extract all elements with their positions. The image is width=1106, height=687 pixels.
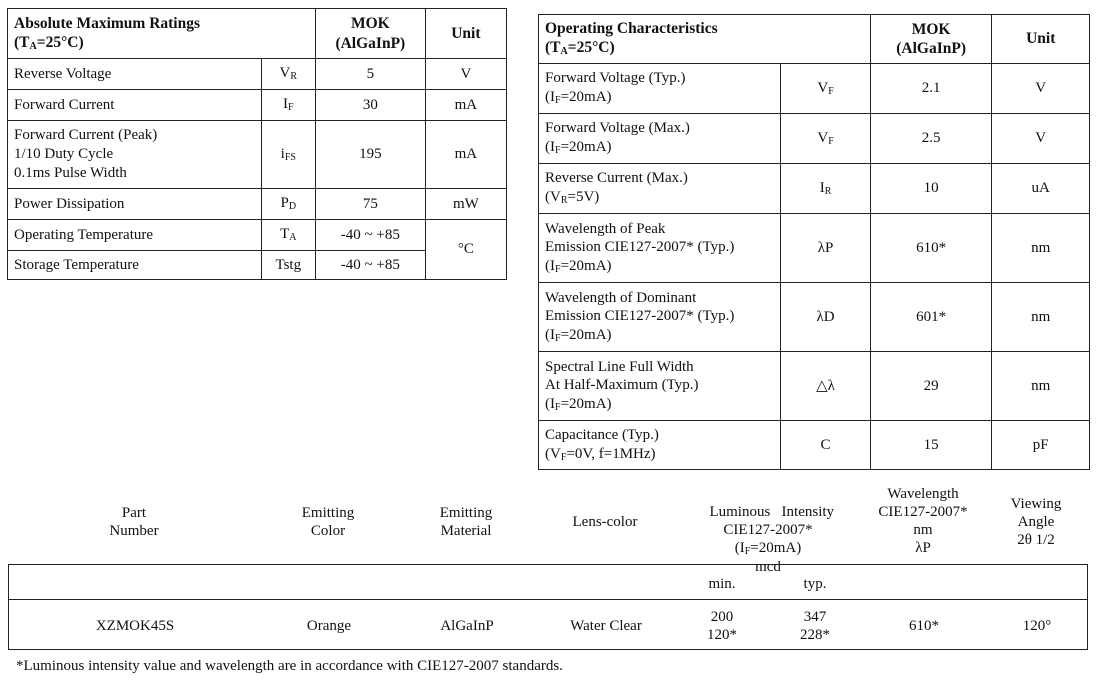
symbol: $V_F$ bbox=[781, 64, 870, 114]
symbol: $i_{FS}$ bbox=[261, 121, 315, 189]
wavelength-header: Wavelength CIE127-2007* nm λP bbox=[878, 486, 968, 556]
table-row bbox=[8, 121, 507, 189]
typ-label: typ. bbox=[803, 576, 827, 592]
luminous-typ: 347 228* bbox=[800, 609, 830, 643]
param-label: Wavelength of Peak Emission CIE127-2007* (Typ.) $(I_F=20mA)$ bbox=[539, 214, 781, 283]
unit: V bbox=[425, 59, 506, 90]
param-label: Reverse Voltage bbox=[8, 59, 262, 90]
oc-condition: $(T_A=25^\circ C)$ bbox=[545, 39, 615, 58]
footnote: *Luminous intensity value and wavelength are in accordance with CIE127-2007 standards. bbox=[16, 658, 563, 674]
value: 15 bbox=[870, 421, 992, 470]
unit: mA bbox=[425, 90, 506, 121]
value: -40 ~ +85 bbox=[315, 220, 425, 251]
value: 610* bbox=[870, 214, 992, 283]
param-label: Forward Current bbox=[8, 90, 262, 121]
table-row bbox=[539, 164, 1090, 214]
value: -40 ~ +85 bbox=[315, 251, 425, 280]
amr-unit-header: Unit bbox=[425, 9, 506, 59]
table-row bbox=[539, 214, 1090, 283]
table-row bbox=[539, 283, 1090, 352]
table-row bbox=[539, 421, 1090, 470]
unit: pF bbox=[992, 421, 1090, 470]
unit: mA bbox=[425, 121, 506, 189]
symbol: $V_F$ bbox=[781, 114, 870, 164]
emitting-color-header: Emitting Color bbox=[301, 505, 355, 539]
symbol: λD bbox=[781, 283, 870, 352]
oc-mok-header: MOK (AlGaInP) bbox=[870, 15, 992, 64]
value: 29 bbox=[870, 352, 992, 421]
part-number-header: Part Number bbox=[109, 505, 159, 539]
min-label: min. bbox=[708, 576, 736, 592]
unit: uA bbox=[992, 164, 1090, 214]
absolute-max-ratings-table bbox=[7, 8, 507, 280]
operating-characteristics-table bbox=[538, 14, 1090, 470]
symbol: $T_A$ bbox=[261, 220, 315, 251]
viewing-angle-header: Viewing Angle 2θ 1/2 bbox=[1010, 496, 1062, 548]
table-row bbox=[8, 59, 507, 90]
value: 2.1 bbox=[870, 64, 992, 114]
symbol: $I_R$ bbox=[781, 164, 870, 214]
oc-title: Operating Characteristics bbox=[545, 20, 718, 38]
part-number: XZMOK45S bbox=[95, 618, 175, 634]
table-row bbox=[539, 64, 1090, 114]
table-row bbox=[539, 352, 1090, 421]
lens-color: Water Clear bbox=[570, 618, 642, 634]
oc-title-cell bbox=[539, 15, 871, 64]
lens-color-header: Lens-color bbox=[572, 514, 638, 530]
amr-condition: $(T_A=25^\circ C)$ bbox=[14, 33, 84, 52]
symbol: C bbox=[781, 421, 870, 470]
luminous-min: 200 120* bbox=[707, 609, 737, 643]
param-label: Forward Current (Peak) 1/10 Duty Cycle 0.1ms Pulse Width bbox=[8, 121, 262, 189]
wavelength-value: 610* bbox=[909, 618, 939, 634]
param-label: Forward Voltage (Typ.) $(I_F=20mA)$ bbox=[539, 64, 781, 114]
param-label: Reverse Current (Max.) $(V_R=5V)$ bbox=[539, 164, 781, 214]
value: 195 bbox=[315, 121, 425, 189]
emitting-material: AlGaInP bbox=[440, 618, 494, 634]
symbol: $P_D$ bbox=[261, 189, 315, 220]
unit: V bbox=[992, 114, 1090, 164]
symbol: $I_F$ bbox=[261, 90, 315, 121]
param-label: Wavelength of Dominant Emission CIE127-2007* (Typ.) $(I_F=20mA)$ bbox=[539, 283, 781, 352]
table-row bbox=[8, 189, 507, 220]
symbol: λP bbox=[781, 214, 870, 283]
param-label: Storage Temperature bbox=[8, 251, 262, 280]
value: 5 bbox=[315, 59, 425, 90]
table-row bbox=[539, 114, 1090, 164]
unit: nm bbox=[992, 214, 1090, 283]
emitting-color: Orange bbox=[306, 618, 352, 634]
value: 601* bbox=[870, 283, 992, 352]
value: 2.5 bbox=[870, 114, 992, 164]
unit: V bbox=[992, 64, 1090, 114]
unit: °C bbox=[425, 220, 506, 280]
symbol: △λ bbox=[781, 352, 870, 421]
unit: nm bbox=[992, 283, 1090, 352]
param-label: Forward Voltage (Max.) $(I_F=20mA)$ bbox=[539, 114, 781, 164]
divider bbox=[9, 599, 1087, 600]
value: 10 bbox=[870, 164, 992, 214]
table-row bbox=[8, 90, 507, 121]
param-label: Capacitance (Typ.) ($V_F=0V$, f=1MHz) bbox=[539, 421, 781, 470]
symbol: $V_R$ bbox=[261, 59, 315, 90]
param-label: Spectral Line Full Width At Half-Maximum (Typ.) $(I_F=20mA)$ bbox=[539, 352, 781, 421]
param-label: Operating Temperature bbox=[8, 220, 262, 251]
symbol: Tstg bbox=[261, 251, 315, 280]
value: 75 bbox=[315, 189, 425, 220]
amr-title-cell bbox=[8, 9, 316, 59]
oc-unit-header: Unit bbox=[992, 15, 1090, 64]
value: 30 bbox=[315, 90, 425, 121]
unit: mW bbox=[425, 189, 506, 220]
viewing-angle-value: 120° bbox=[1022, 618, 1052, 634]
luminous-intensity-header: Luminous Intensity CIE127-2007* $(I_F=20mA)$ mcd bbox=[709, 504, 835, 575]
amr-mok-header: MOK (AlGaInP) bbox=[315, 9, 425, 59]
part-data-box bbox=[8, 564, 1088, 650]
amr-title: Absolute Maximum Ratings bbox=[14, 14, 201, 32]
emitting-material-header: Emitting Material bbox=[439, 505, 493, 539]
table-row bbox=[8, 220, 507, 251]
unit: nm bbox=[992, 352, 1090, 421]
param-label: Power Dissipation bbox=[8, 189, 262, 220]
